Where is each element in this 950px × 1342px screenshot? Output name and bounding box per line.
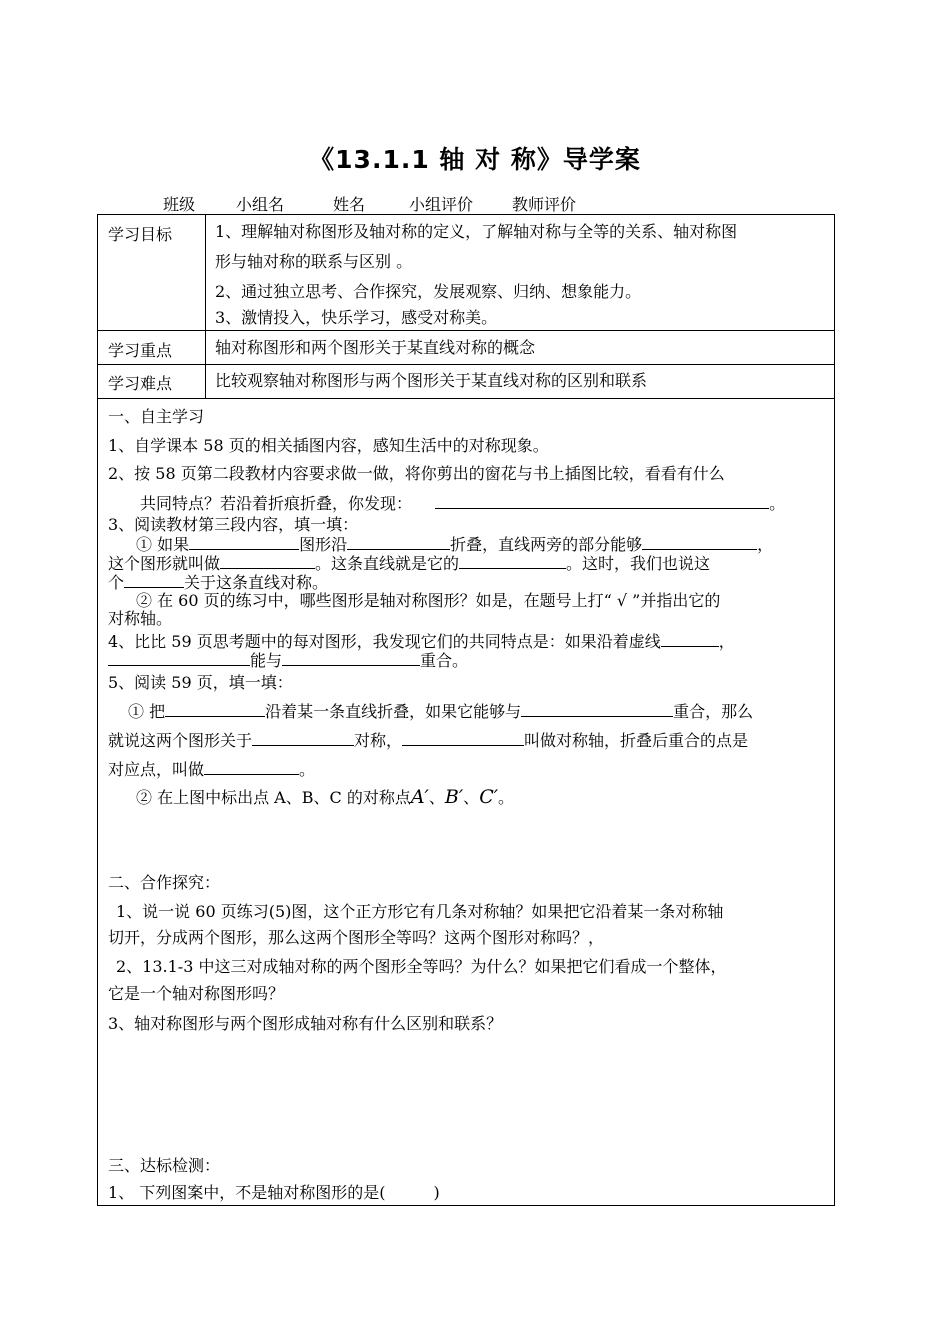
s2-q3: 3、轴对称图形与两个图形成轴对称有什么区别和联系？ <box>108 1014 503 1033</box>
s1-q3-line3 <box>108 571 328 593</box>
answer-blank[interactable] <box>252 729 354 746</box>
s2-q1-line1: 1、说一说 60 页练习(5)图，这个正方形它有几条对称轴？如果把它沿着某一条对称轴 <box>116 902 724 921</box>
fill-text: ② 在上图中标出点 A、B、C 的对称点 <box>136 788 411 807</box>
s1-q5-line3 <box>108 758 315 780</box>
s1-q3: 3、阅读教材第三段内容，填一填： <box>108 515 359 534</box>
answer-blank[interactable] <box>282 649 420 666</box>
table-column-divider <box>205 214 206 398</box>
s1-q2-line2 <box>140 492 785 514</box>
table-divider <box>97 364 835 365</box>
answer-blank[interactable] <box>220 552 315 569</box>
answer-blank[interactable] <box>108 649 250 666</box>
goal-line: 3、激情投入，快乐学习，感受对称美。 <box>215 308 498 327</box>
s1-q5-line2 <box>108 729 748 751</box>
fill-text: 能与 <box>250 651 283 670</box>
s1-q3-sub2-line2: 对称轴。 <box>108 609 173 628</box>
s2-q2-line2: 它是一个轴对称图形吗？ <box>108 984 285 1003</box>
fill-text: 、 <box>428 788 445 807</box>
fill-text: 。这时，我们也说这 <box>566 554 711 573</box>
fill-text: 图形沿 <box>299 535 348 554</box>
page-title: 《13.1.1 轴 对 称》导学案 <box>309 145 641 174</box>
section3-heading: 三、达标检测： <box>108 1156 221 1175</box>
table-divider <box>97 330 835 331</box>
fill-text: 重合，那么 <box>673 702 754 721</box>
fill-text: ① 把 <box>128 702 166 721</box>
s1-q4-line2 <box>108 649 468 671</box>
fill-text: ① 如果 <box>136 535 190 554</box>
answer-blank[interactable] <box>435 492 769 509</box>
fill-text: 。 <box>299 760 316 779</box>
fill-text: 、 <box>463 788 480 807</box>
fill-text: 。这条直线就是它的 <box>315 554 460 573</box>
eval-name: 姓名 <box>333 195 366 214</box>
fill-text: 沿着某一条直线折叠，如果它能够与 <box>265 702 522 721</box>
key-point-text: 轴对称图形和两个图形关于某直线对称的概念 <box>215 338 536 357</box>
table-divider <box>97 398 835 399</box>
answer-blank[interactable] <box>521 700 673 717</box>
s1-q5: 5、阅读 59 页，填一填： <box>108 673 293 692</box>
goal-line: 1、理解轴对称图形及轴对称的定义，了解轴对称与全等的关系、轴对称图 <box>215 222 738 241</box>
difficulty-label: 学习难点 <box>108 374 173 393</box>
answer-blank[interactable] <box>204 758 299 775</box>
s2-q2-line1: 2、13.1-3 中这三对成轴对称的两个图形全等吗？为什么？如果把它们看成一个整体， <box>116 957 727 976</box>
fill-text: 这个图形就叫做 <box>108 554 221 573</box>
s1-q5-line1 <box>128 700 753 722</box>
fill-text: 对称， <box>354 731 403 750</box>
answer-blank[interactable] <box>347 533 450 550</box>
prime-a: A′ <box>410 786 429 808</box>
fill-text: 叫做对称轴，折叠后重合的点是 <box>524 731 749 750</box>
section2-heading: 二、合作探究： <box>108 873 221 892</box>
eval-group-name: 小组名 <box>236 195 285 214</box>
prime-c: C′ <box>479 786 499 808</box>
difficulty-text: 比较观察轴对称图形与两个图形关于某直线对称的区别和联系 <box>215 371 648 390</box>
fill-text: 重合。 <box>420 651 469 670</box>
eval-teacher-review: 教师评价 <box>512 195 577 214</box>
fill-text: 个 <box>108 573 125 592</box>
answer-blank[interactable] <box>661 630 719 647</box>
answer-blank[interactable] <box>402 729 524 746</box>
prime-b: B′ <box>444 786 464 808</box>
fill-text: ， <box>757 535 774 554</box>
eval-class: 班级 <box>163 195 196 214</box>
s1-q1: 1、自学课本 58 页的相关插图内容，感知生活中的对称现象。 <box>108 436 549 455</box>
goal-line: 形与轴对称的联系与区别 。 <box>215 252 413 271</box>
s1-q3-sub2-line1: ② 在 60 页的练习中，哪些图形是轴对称图形？如是，在题号上打“ √ ”并指出它的 <box>136 591 721 610</box>
eval-group-review: 小组评价 <box>409 195 474 214</box>
s1-q5-sub2 <box>136 787 514 808</box>
answer-blank[interactable] <box>642 533 757 550</box>
s3-q1: 1、 下列图案中，不是轴对称图形的是( ) <box>108 1183 440 1202</box>
key-point-label: 学习重点 <box>108 341 173 360</box>
fill-text: 。 <box>498 788 515 807</box>
goals-label: 学习目标 <box>108 225 173 244</box>
answer-blank[interactable] <box>165 700 265 717</box>
s1-q2-end: 。 <box>769 494 786 513</box>
section1-heading: 一、自主学习 <box>108 407 205 426</box>
answer-blank[interactable] <box>189 533 299 550</box>
s2-q1-line2: 切开，分成两个图形，那么这两个图形全等吗？这两个图形对称吗？， <box>108 928 605 947</box>
answer-blank[interactable] <box>124 571 184 588</box>
fill-text: 就说这两个图形关于 <box>108 731 253 750</box>
answer-blank[interactable] <box>459 552 566 569</box>
s1-q2-line1: 2、按 58 页第二段教材内容要求做一做，将你剪出的窗花与书上插图比较，看看有什么 <box>108 464 725 483</box>
s1-q2-text: 共同特点？若沿着折痕折叠，你发现： <box>140 494 413 513</box>
fill-text: ， <box>718 632 735 651</box>
fill-text: 关于这条直线对称。 <box>184 573 329 592</box>
fill-text: 对应点，叫做 <box>108 760 205 779</box>
fill-text: 4、比比 59 页思考题中的每对图形，我发现它们的共同特点是：如果沿着虚线 <box>108 632 661 651</box>
goal-line: 2、通过独立思考、合作探究，发展观察、归纳、想象能力。 <box>215 282 642 301</box>
fill-text: 折叠，直线两旁的部分能够 <box>450 535 643 554</box>
